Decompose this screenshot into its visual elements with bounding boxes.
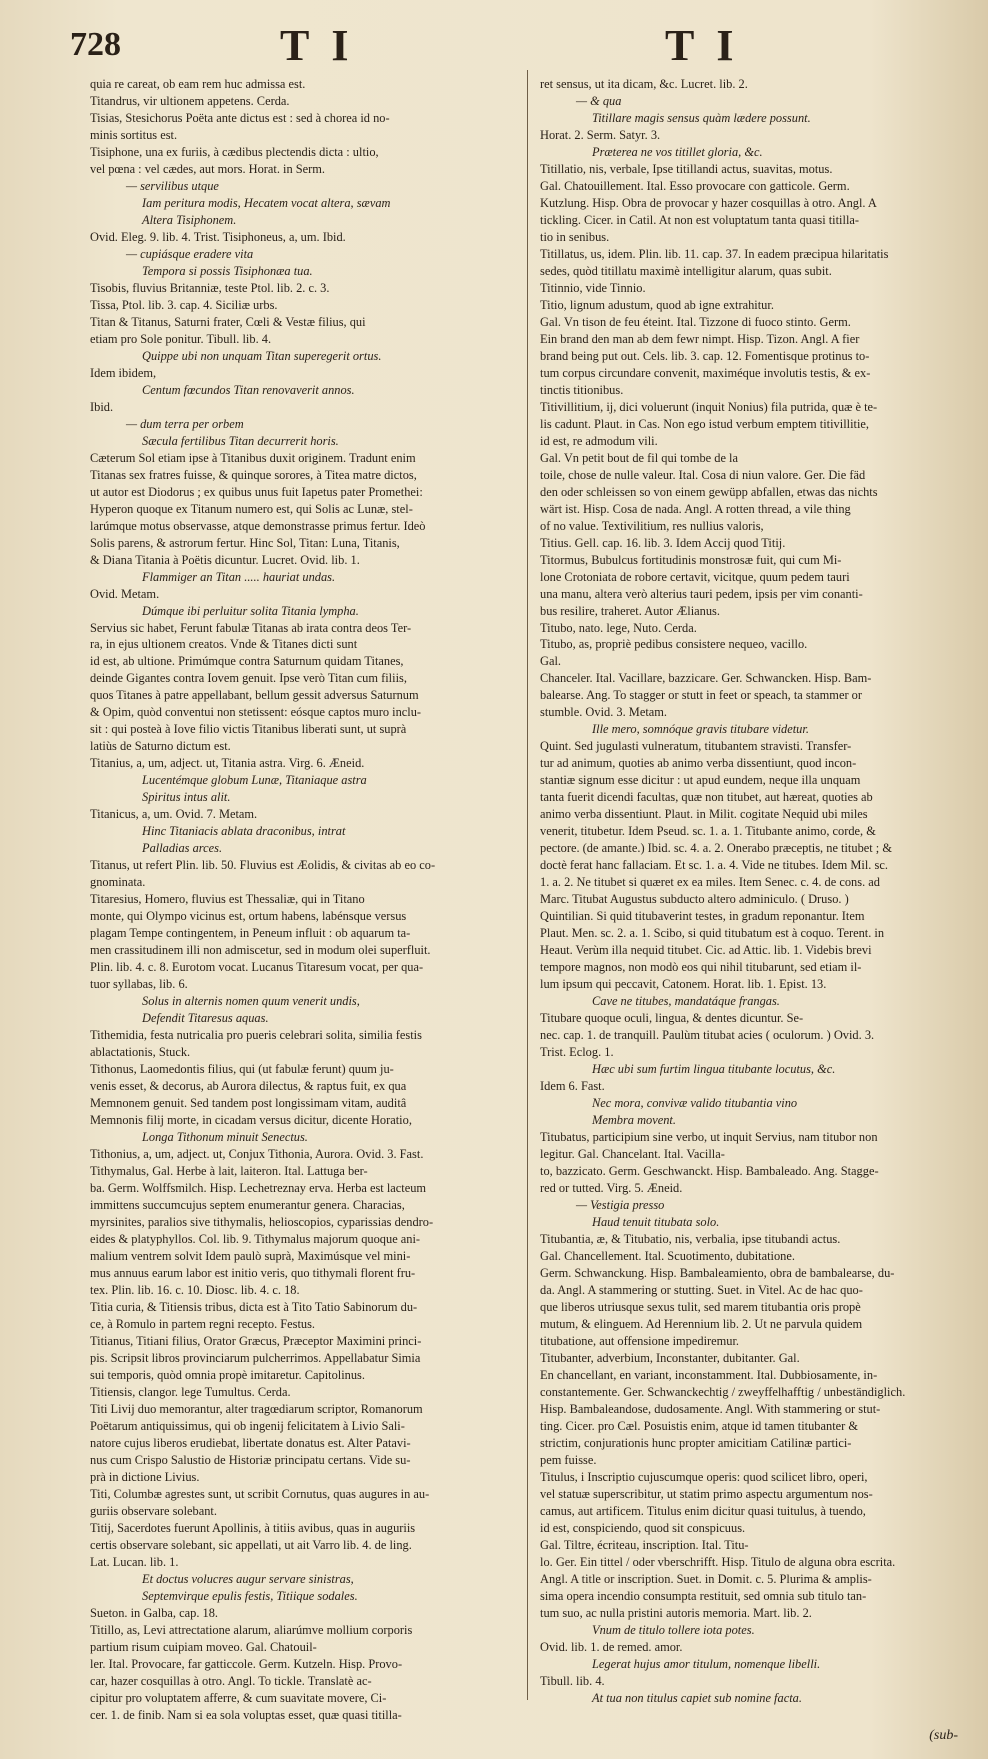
text-line: quos Titanes à patre appellabant, bellum gessit adversus Saturnum: [90, 688, 419, 703]
text-line: Titandrus, vir ultionem appetens. Cerda.: [90, 93, 290, 108]
text-line: tur ad animum, quoties ab animo verba dissentiunt, quod incon-: [540, 756, 857, 771]
catchword: (sub-: [929, 1728, 958, 1743]
text-line: titubatione, aut offensione impediremur.: [540, 1333, 740, 1348]
text-line: Ovid. Eleg. 9. lib. 4. Trist. Tisiphoneus, a, um. Ibid.: [90, 229, 346, 244]
text-line: larúmque motus observasse, atque demonstrasse primus fertur. Ideò: [90, 518, 426, 533]
text-line: Gal. Vn petit bout de fil qui tombe de la: [540, 450, 738, 465]
text-line: Memnonem genuit. Sed tandem post longissimam vitam, auditâ: [90, 1096, 407, 1111]
text-line: Gal. Chancellement. Ital. Scuotimento, dubitatione.: [540, 1248, 795, 1263]
text-line: lum ipsum qui peccavit, Catonem. Horat. lib. 1. Epist. 13.: [540, 977, 827, 992]
text-line: Titi, Columbæ agrestes sunt, ut scribit Cornutus, quas augures in au-: [90, 1486, 430, 1501]
page-header: [0, 18, 988, 78]
text-line: car, hazer cosquillas à otro. Angl. To tickle. Translatè ac-: [90, 1673, 372, 1688]
text-line: Titubo, nato. lege, Nuto. Cerda.: [540, 620, 697, 635]
text-line: Idem ibidem,: [90, 365, 157, 380]
text-line: Marc. Titubat Augustus subducto altero adminiculo. ( Druso. ): [540, 892, 849, 907]
text-line: Quintilian. Si quid titubaverint testes, in gradum reponantur. Item: [540, 909, 865, 924]
text-line: lo. Ger. Ein tittel / oder vberschrifft. Hisp. Titulo de alguna obra escrita.: [540, 1554, 896, 1569]
text-line: Defendit Titaresus aquas.: [142, 1011, 269, 1026]
text-line: Tisiphone, una ex furiis, à cædibus plectendis dicta : ultio,: [90, 144, 379, 159]
text-line: quia re careat, ob eam rem huc admissa est.: [90, 77, 306, 91]
text-line: bus resilire, traheret. Autor Ælianus.: [540, 603, 720, 618]
text-line: Sueton. in Galba, cap. 18.: [90, 1605, 219, 1620]
text-line: Titivillitium, ij, dici voluerunt (inquit Nonius) fila putrida, quæ è te-: [540, 399, 878, 414]
text-line: camus, aut artificem. Titulus enim dicitur quasi tuitulus, à tuendo,: [540, 1503, 866, 1518]
text-line: toile, chose de nulle valeur. Ital. Cosa di niun valore. Ger. Die fäd: [540, 467, 866, 482]
text-line: Altera Tisiphonem.: [142, 212, 237, 227]
text-line: tuor syllabas, lib. 6.: [90, 977, 188, 992]
text-line: Quint. Sed jugulasti vulneratum, titubantem stravisti. Transfer-: [540, 739, 852, 754]
text-line: Hisp. Bambaleandose, dudosamente. Angl. With stammering or stut-: [540, 1401, 881, 1416]
text-line: ra, in ejus ultionem creatos. Vnde & Titanes dicti sunt: [90, 637, 358, 652]
text-line: Germ. Schwanckung. Hisp. Bambaleamiento, obra de bambalearse, du-: [540, 1265, 895, 1280]
text-line: sit : qui posteà à Iove filio victis Titanibus liberati sunt, ut suprà: [90, 722, 407, 737]
text-line: Ovid. Metam.: [90, 586, 160, 601]
text-line: Tissa, Ptol. lib. 3. cap. 4. Siciliæ urbs.: [90, 297, 278, 312]
text-line: Palladias arces.: [142, 841, 223, 856]
text-line: Spiritus intus alit.: [142, 790, 231, 805]
text-line: tanta fuerit dicendi facultas, quæ non titubet, aut hæreat, quoties ab: [540, 790, 873, 805]
text-line: — dum terra per orbem: [126, 416, 244, 431]
text-line: id est, ab ultione. Primúmque contra Saturnum quidam Titanes,: [90, 654, 404, 669]
text-line: Ovid. lib. 1. de remed. amor.: [540, 1639, 683, 1654]
text-line: guriis observare solebant.: [90, 1503, 217, 1518]
text-line: ablactationis, Stuck.: [90, 1045, 191, 1060]
text-line: ret sensus, ut ita dicam, &c. Lucret. lib. 2.: [540, 77, 748, 91]
text-line: red or tutted. Virg. 5. Æneid.: [540, 1180, 683, 1195]
text-line: etiam pro Sole ponitur. Tibull. lib. 4.: [90, 331, 272, 346]
text-line: pis. Scripsit libros provinciarum pulcherrimos. Appellabatur Simia: [90, 1350, 421, 1365]
text-line: Titubo, as, propriè pedibus consistere nequeo, vacillo.: [540, 637, 808, 652]
text-line: minis sortitus est.: [90, 127, 178, 142]
text-line: Titi Livij duo memorantur, alter tragœdiarum scriptor, Romanorum: [90, 1401, 423, 1416]
text-line: lis cadunt. Plaut. in Cas. Non ego istud verbum emptem titivillitie,: [540, 416, 870, 431]
text-line: Præterea ne vos titillet gloria, &c.: [592, 144, 763, 159]
text-line: id est, conspiciendo, quod sit conspicuus.: [540, 1520, 746, 1535]
text-line: Titaresius, Homero, fluvius est Thessaliæ, qui in Titano: [90, 892, 365, 907]
text-line: deinde Gigantes contra Iovem genuit. Ipse verò Titan cum filiis,: [90, 671, 407, 686]
text-line: nec. cap. 1. de tranquill. Paulùm titubat acies ( oculorum. ) Ovid. 3.: [540, 1028, 875, 1043]
text-line: tio in senibus.: [540, 229, 610, 244]
text-line: Et doctus volucres augur servare sinistras,: [142, 1571, 354, 1586]
text-line: Membra movent.: [592, 1113, 676, 1128]
text-line: Tithymalus, Gal. Herbe à lait, laiteron. Ital. Lattuga ber-: [90, 1164, 368, 1178]
text-line: ut autor est Diodorus ; ex quibus unus fuit Iapetus pater Promethei:: [90, 484, 423, 499]
text-line: & Diana Titania à Poëtis dicuntur. Lucret. Ovid. lib. 1.: [90, 552, 360, 567]
text-line: Titubatus, participium sine verbo, ut inquit Servius, nam titubor non: [540, 1130, 878, 1145]
text-line: Idem 6. Fast.: [540, 1079, 605, 1094]
running-head-right: TI: [665, 21, 756, 70]
text-line: animo verba dissentiunt. Plaut. in Milit. cogitate Nequid ubi miles: [540, 807, 868, 822]
text-line: tinctis titionibus.: [540, 382, 624, 397]
text-line: Tibull. lib. 4.: [540, 1673, 605, 1688]
text-line: venerit, titubetur. Idem Pseud. sc. 1. a. 1. Titubante animo, corde, &: [540, 824, 876, 839]
text-line: Heaut. Verùm illa nequid titubet. Cic. ad Attic. lib. 1. Videbis brevi: [540, 943, 872, 958]
text-line: to, bazzicato. Germ. Geschwanckt. Hisp. Bambaleado. Ang. Stagge-: [540, 1164, 879, 1178]
text-line: Titanus, ut refert Plin. lib. 50. Fluvius est Æolidis, & civitas ab eo co-: [90, 858, 436, 873]
text-line: tempore magnos, non modò eos qui nihil titubarunt, sed etiam il-: [540, 960, 862, 975]
text-line: Gal.: [540, 654, 561, 669]
text-line: legitur. Gal. Chancelant. Ital. Vacilla-: [540, 1147, 725, 1162]
text-line: Lat. Lucan. lib. 1.: [90, 1554, 179, 1569]
text-line: Legerat hujus amor titulum, nomenque libelli.: [592, 1656, 821, 1671]
text-line: men crassitudinem illi non admiscetur, sed in modum olei superfluit.: [90, 943, 431, 958]
text-line: stantiæ signum esse dicitur : ut apud eundem, neque illa unquam: [540, 773, 861, 788]
text-line: Septemvirque epulis festis, Titiique sodales.: [142, 1588, 358, 1603]
text-line: Servius sic habet, Ferunt fabulæ Titanas ab irata contra deos Ter-: [90, 620, 412, 635]
text-line: 1. a. 2. Ne titubet si quæret ex ea miles. Item Senec. c. 4. de cons. ad: [540, 875, 880, 890]
text-line: brand being put out. Cels. lib. 3. cap. 12. Fomentisque protinus to-: [540, 348, 870, 363]
text-line: tum corpus circundare convenit, maximéque involutis testis, & ex-: [540, 365, 871, 380]
text-line: of no value. Textivilitium, res nullius valoris,: [540, 518, 764, 533]
text-line: Tithonius, a, um, adject. ut, Conjux Tithonia, Aurora. Ovid. 3. Fast.: [90, 1147, 424, 1162]
text-line: Gal. Tiltre, écriteau, inscription. Ital. Titu-: [540, 1537, 749, 1552]
text-line: Horat. 2. Serm. Satyr. 3.: [540, 127, 661, 142]
text-line: balearse. Ang. To stagger or stutt in feet or speach, ta stammer or: [540, 688, 862, 703]
text-line: eides & platyphyllos. Col. lib. 9. Tithymalus majorum quoque ani-: [90, 1231, 421, 1246]
text-line: — servilibus utque: [126, 178, 219, 193]
text-line: Ein brand den man ab dem fewr nimpt. Hisp. Tizon. Angl. A fier: [540, 331, 860, 346]
text-line: Haud tenuit titubata solo.: [592, 1214, 720, 1229]
text-line: Titianus, Titiani filius, Orator Græcus, Præceptor Maximini princi-: [90, 1333, 422, 1348]
text-line: — cupiásque eradere vita: [126, 246, 254, 261]
text-line: cer. 1. de finib. Nam si ea sola voluptas esset, quæ quasi titilla-: [90, 1707, 402, 1722]
text-line: sedes, quòd titillatu maximè intelligitur alarum, quas subit.: [540, 263, 832, 278]
text-line: Tisias, Stesichorus Poëta ante dictus est : sed à chorea id no-: [90, 110, 390, 125]
text-line: partium risum cuipiam moveo. Gal. Chatouil-: [90, 1639, 317, 1654]
left-column: [90, 76, 515, 1723]
text-line: Centum fœcundos Titan renovaverit annos.: [142, 382, 355, 397]
text-line: Lucentémque globum Lunæ, Titaniaque astra: [142, 773, 367, 788]
text-line: Plaut. Men. sc. 2. a. 1. Scibo, si quid titubatum est à coquo. Terent. in: [540, 926, 885, 941]
text-line: At tua non titulus capiet sub nomine facta.: [592, 1690, 802, 1705]
text-line: Titillo, as, Levi attrectatione alarum, aliarúmve mollium corporis: [90, 1622, 413, 1637]
text-line: constantemente. Ger. Schwanckechtig / zweyffelhafftig / unbeständiglich.: [540, 1384, 906, 1399]
text-line: Hinc Titaniacis ablata draconibus, intrat: [142, 824, 346, 839]
text-line: latiùs de Saturno dictum est.: [90, 739, 231, 754]
text-line: gnominata.: [90, 875, 146, 890]
text-line: id est, re admodum vili.: [540, 433, 658, 448]
text-line: mus annuus earum labor est initio veris, quo tithymali florent fru-: [90, 1265, 416, 1280]
text-line: plagam Tempe contingentem, in Peneum influit : ob aquarum ta-: [90, 926, 411, 941]
text-line: sui temporis, quòd omnia propè imitaretur. Capitolinus.: [90, 1367, 365, 1382]
text-line: Flammiger an Titan ..... hauriat undas.: [142, 569, 336, 584]
text-line: Titillatus, us, idem. Plin. lib. 11. cap. 37. In eadem præcipua hilaritatis: [540, 246, 889, 261]
text-line: Titan & Titanus, Saturni frater, Cœli & Vestæ filius, qui: [90, 314, 366, 329]
text-line: Quippe ubi non unquam Titan superegerit ortus.: [142, 348, 382, 363]
text-line: sima opera incendio consumpta restituit, sed omnia sub titulo tan-: [540, 1588, 867, 1603]
text-line: myrsinites, paralios sive tithymalis, helioscopios, cyparissias dendro-: [90, 1214, 434, 1229]
text-line: Hæc ubi sum furtim lingua titubante locutus, &c.: [592, 1062, 836, 1077]
text-line: Dúmque ibi perluitur solita Titania lympha.: [142, 603, 359, 618]
text-line: Titillare magis sensus quàm lædere possunt.: [592, 110, 811, 125]
text-line: Tithonus, Laomedontis filius, qui (ut fabulæ ferunt) quum ju-: [90, 1062, 394, 1077]
text-line: strictim, conjurationis hunc propter amicitiam Catilinæ partici-: [540, 1435, 852, 1450]
text-line: lone Crotoniata de robore certavit, vicitque, quum pedem tauri: [540, 569, 850, 584]
text-line: Nec mora, convivæ valido titubantia vino: [592, 1096, 798, 1111]
text-line: Vnum de titulo tollere iota potes.: [592, 1622, 755, 1637]
text-line: cipitur pro voluptatem afferre, & cum suavitate movere, Ci-: [90, 1690, 387, 1705]
text-line: certis observare solebant, sic appellati, ut ait Varro lib. 4. de ling.: [90, 1537, 412, 1552]
text-line: Cæterum Sol etiam ipse à Titanibus duxit originem. Tradunt enim: [90, 450, 416, 465]
text-line: Sæcula fertilibus Titan decurrerit horis.: [142, 433, 339, 448]
text-line: malium ventrem solvit Idem paulò suprà, Maximúsque vel mini-: [90, 1248, 411, 1263]
text-line: & Opim, quòd conventui non stetissent: eósque captos muro inclu-: [90, 705, 422, 720]
text-line: Hyperon quoque ex Titanum numero est, qui Solis ac Lunæ, stel-: [90, 501, 413, 516]
text-line: Tisobis, fluvius Britanniæ, teste Ptol. lib. 2. c. 3.: [90, 280, 330, 295]
text-line: Titinnio, vide Tinnio.: [540, 280, 646, 295]
text-line: Titanas sex fratres fuisse, & quinque sorores, à Titea matre dictos,: [90, 467, 417, 482]
text-line: Angl. A title or inscription. Suet. in Domit. c. 5. Plurima & amplis-: [540, 1571, 872, 1586]
text-line: da. Angl. A stammering or stutting. Suet. in Vitel. Ac de hac quo-: [540, 1282, 863, 1297]
text-line: Titanius, a, um, adject. ut, Titania astra. Virg. 6. Æneid.: [90, 756, 365, 771]
text-line: Solis parens, & astrorum fertur. Hinc Sol, Titan: Luna, Titanis,: [90, 535, 400, 550]
text-line: — & qua: [576, 93, 622, 108]
text-line: vel pœna : vel cædes, aut mors. Horat. in Serm.: [90, 161, 326, 176]
column-divider: [527, 70, 528, 1700]
text-line: mutum, & elinguem. Ad Herennium lib. 2. Ut ne parvula quidem: [540, 1316, 863, 1331]
text-line: — Vestigia presso: [576, 1197, 665, 1212]
text-line: Poëtarum antiquissimus, qui ob ingenij felicitatem à Livio Sali-: [90, 1418, 405, 1433]
text-line: tex. Plin. lib. 16. c. 10. Diosc. lib. 4. c. 18.: [90, 1282, 300, 1297]
text-line: Trist. Eclog. 1.: [540, 1045, 614, 1060]
text-line: Titanicus, a, um. Ovid. 7. Metam.: [90, 807, 258, 822]
text-line: natore cujus liberos erudiebat, libertate donatus est. Alter Patavi-: [90, 1435, 411, 1450]
text-line: Ille mero, somnóque gravis titubare videtur.: [592, 722, 809, 737]
text-line: Titulus, i Inscriptio cujuscumque operis: quod scilicet libro, operi,: [540, 1469, 868, 1484]
text-line: ting. Cicer. pro Cæl. Posuistis enim, atque id tamen titubanter &: [540, 1418, 858, 1433]
text-line: ba. Germ. Wolffsmilch. Hisp. Lechetreznay erva. Herba est lacteum: [90, 1180, 427, 1195]
text-line: ce, à Romulo in partem regni recepto. Festus.: [90, 1316, 316, 1331]
text-line: tickling. Cicer. in Catil. At non est voluptatum tanta quasi titilla-: [540, 212, 860, 227]
text-line: Tithemidia, festa nutricalia pro pueris celebrari solita, similia festis: [90, 1028, 422, 1043]
text-line: Titubanter, adverbium, Inconstanter, dubitanter. Gal.: [540, 1350, 800, 1365]
text-line: doctè ferat hanc fallaciam. Et sc. 1. a. 4. Vide ne titubes. Idem Mil. sc.: [540, 858, 888, 873]
text-line: Ibid.: [90, 399, 114, 414]
text-line: Titius. Gell. cap. 16. lib. 3. Idem Accij quod Titij.: [540, 535, 786, 550]
text-line: Longa Tithonum minuit Senectus.: [142, 1130, 308, 1145]
text-line: Iam peritura modis, Hecatem vocat altera, sævam: [142, 195, 391, 210]
page-number: 728: [70, 26, 121, 63]
text-line: Memnonis filij morte, in cicadam versus dicitur, dicente Horatio,: [90, 1113, 412, 1128]
text-line: Plin. lib. 4. c. 8. Eurotom vocat. Lucanus Titaresum vocat, per qua-: [90, 960, 424, 975]
text-line: Chanceler. Ital. Vacillare, bazzicare. Ger. Schwancken. Hisp. Bam-: [540, 671, 872, 686]
text-line: stumble. Ovid. 3. Metam.: [540, 705, 667, 720]
right-column: [540, 76, 960, 1707]
text-line: Tempora si possis Tisiphonæa tua.: [142, 263, 313, 278]
text-line: Titia curia, & Titiensis tribus, dicta est à Tito Tatio Sabinorum du-: [90, 1299, 418, 1314]
text-line: Titormus, Bubulcus fortitudinis monstrosæ fuit, qui cum Mi-: [540, 552, 842, 567]
text-line: pectore. (de amante.) Ibid. sc. 4. a. 2. Onerabo præceptis, ne titubet ; &: [540, 841, 892, 856]
text-line: Gal. Vn tison de feu éteint. Ital. Tizzone di fuoco stinto. Germ.: [540, 314, 851, 329]
text-line: Titubantia, æ, & Titubatio, nis, verbalia, ipse titubandi actus.: [540, 1231, 841, 1246]
text-line: Titillatio, nis, verbale, Ipse titillandi actus, suavitas, motus.: [540, 161, 833, 176]
text-line: Solus in alternis nomen quum venerit undis,: [142, 994, 360, 1009]
text-line: immittens succumcujus septem enumerantur genera. Characias,: [90, 1197, 405, 1212]
text-line: Titij, Sacerdotes fuerunt Apollinis, à titiis avibus, quas in auguriis: [90, 1520, 416, 1535]
text-line: prà in dictione Livius.: [90, 1469, 200, 1484]
text-line: monte, qui Olympo vicinus est, ortum habens, labénsque versus: [90, 909, 407, 924]
text-line: que liberos utriusque sexus tulit, sed marem titubantia oris propè: [540, 1299, 861, 1314]
text-line: Titio, lignum adustum, quod ab igne extrahitur.: [540, 297, 774, 312]
text-line: wärt ist. Hisp. Cosa de nada. Angl. A rotten thread, a vile thing: [540, 501, 851, 516]
text-line: En chancellant, en variant, inconstamment. Ital. Dubbiosamente, in-: [540, 1367, 878, 1382]
text-line: nus cum Crispo Salustio de Historiæ principatu certans. Vide su-: [90, 1452, 411, 1467]
text-line: pem fuisse.: [540, 1452, 597, 1467]
text-line: Kutzlung. Hisp. Obra de provocar y hazer cosquillas à otro. Angl. A: [540, 195, 877, 210]
text-line: vel statuæ superscribitur, ut statim primo aspectu argumentum nos-: [540, 1486, 873, 1501]
text-line: una manu, altera verò alterius tauri pedem, ipsis per vim conanti-: [540, 586, 863, 601]
text-line: Gal. Chatouillement. Ital. Esso provocare con gatticole. Germ.: [540, 178, 850, 193]
running-head-left: TI: [280, 21, 371, 70]
text-line: tum suo, ac nulla pristini autoris memoria. Mart. lib. 2.: [540, 1605, 812, 1620]
text-line: Titubare quoque oculi, lingua, & dentes dicuntur. Se-: [540, 1011, 804, 1026]
text-line: Cave ne titubes, mandatáque frangas.: [592, 994, 780, 1009]
text-line: Titiensis, clangor. lege Tumultus. Cerda.: [90, 1384, 291, 1399]
text-line: den oder schleissen so von einem gewüpp abfallen, etwas das nichts: [540, 484, 878, 499]
text-line: ler. Ital. Provocare, far gatticcole. Germ. Kutzeln. Hisp. Provo-: [90, 1656, 403, 1671]
text-line: venis esset, & decorus, ab Aurora dilectus, & raptus fuit, ex qua: [90, 1079, 407, 1094]
